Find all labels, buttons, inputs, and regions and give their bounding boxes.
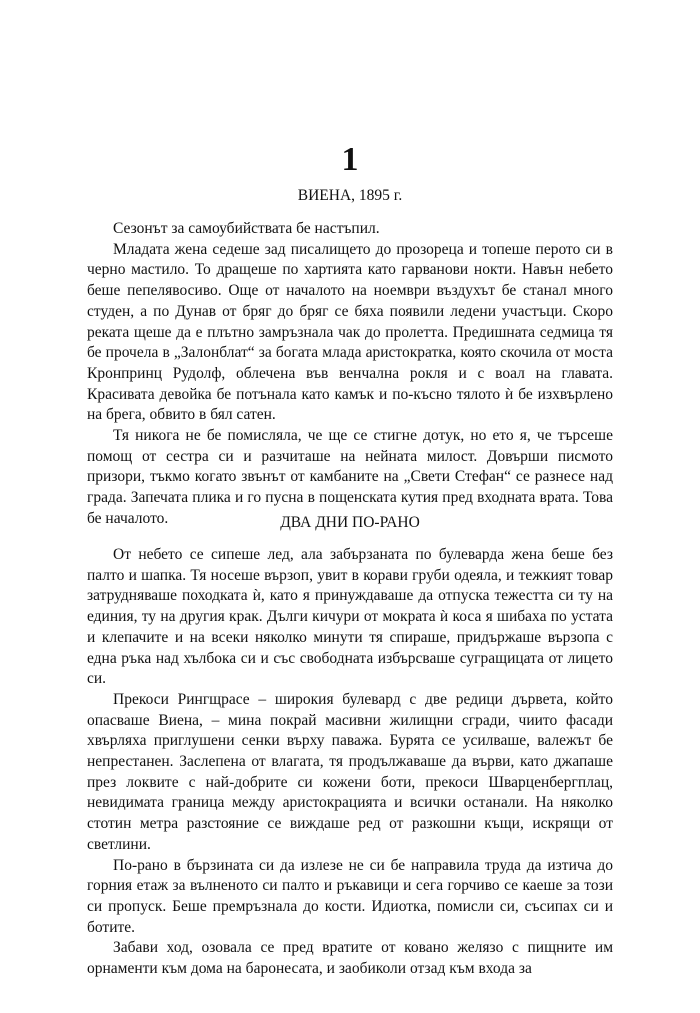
paragraph: Тя никога не бе помисляла, че ще се стигне дотук, но ето я, че търсеше помощ от сестра си и разчиташе на нейната милост. Довърши писмото призори, тъкмо когато звънът от камбаните на „Свети Стефан“ се разнесе над града. Запечата плика и го пусна в пощенската кутия пред входната врата. Това бе началото.	[87, 427, 613, 527]
section-two-text	[87, 545, 613, 980]
paragraph: Сезонът за самоубийствата бе настъпил.	[113, 220, 380, 237]
paragraph: Прекоси Рингщрасе – широкия булевард с две редици дървета, който опасваше Виена, – мина покрай масивни жилищни сгради, чиито фасади хвърляха приглушени сенки върху паважа. Бурята се усилваше, валежът бе непрестанен. Заслепена от влагата, тя продължаваше да върви, като джапаше през локвите с най-добрите си кожени боти, прекоси Шварценбергплац, невидимата граница между аристокрацията и всички останали. На няколко стотин метра разстояние се виждаше ред от разкошни къщи, искрящи от светлини.	[87, 690, 613, 853]
paragraph: По-рано в бързината си да излезе не си бе направила труда да изтича до горния етаж за вълненото си палто и ръкавици и сега горчиво се каеше за този си пропуск. Беше премръзнала до кости. Идиотка, помисли си, съсипах си и ботите.	[87, 856, 613, 936]
section-heading: ДВА ДНИ ПО-РАНО	[280, 514, 420, 531]
paragraph: Младата жена седеше зад писалището до прозореца и топеше перото си в черно мастило. То дращеше по хартията като гарванови нокти. Навън небето беше пепелявосиво. Още от началото на ноември въздухът бе станал много студен, а по Дунав от бряг до бряг се бяха появили ледени участъци. Скоро реката щеше да е плътно замръзнала чак до пролетта. Предишната седмица тя бе прочела в „Залонблат“ за богата млада аристократка, която скочила от моста Кронпринц Рудолф, облечена във венчална рокля и с воал на главата. Красивата девойка бе потънала като камък и по-късно тялото ѝ бе изхвърлено на брега, обвито в бял сатен.	[87, 240, 613, 424]
paragraph: Забави ход, озовала се пред вратите от ковано желязо с пищните им орнаменти към дома на баронесата, и заобиколи отзад към входа за	[87, 939, 613, 978]
chapter-number: 1	[341, 141, 359, 178]
paragraph: От небето се сипеше лед, ала забързаната по булеварда жена беше без палто и шапка. Тя носеше вързоп, увит в корави груби одеяла, и тежкият товар затрудняваше походката ѝ, като я принуждаваше да отпуска тежестта си ту на единия, ту на другия крак. Дълги кичури от мократа ѝ коса я шибаха по устата и клепачите и на всеки няколко минути тя спираше, придържаше вързопа с една ръка над хълбока си и със свободната избърсваше сугращицата от лицето си.	[87, 546, 613, 688]
section-one-text	[87, 219, 613, 530]
place-date-heading: ВИЕНА, 1895 г.	[297, 187, 403, 204]
